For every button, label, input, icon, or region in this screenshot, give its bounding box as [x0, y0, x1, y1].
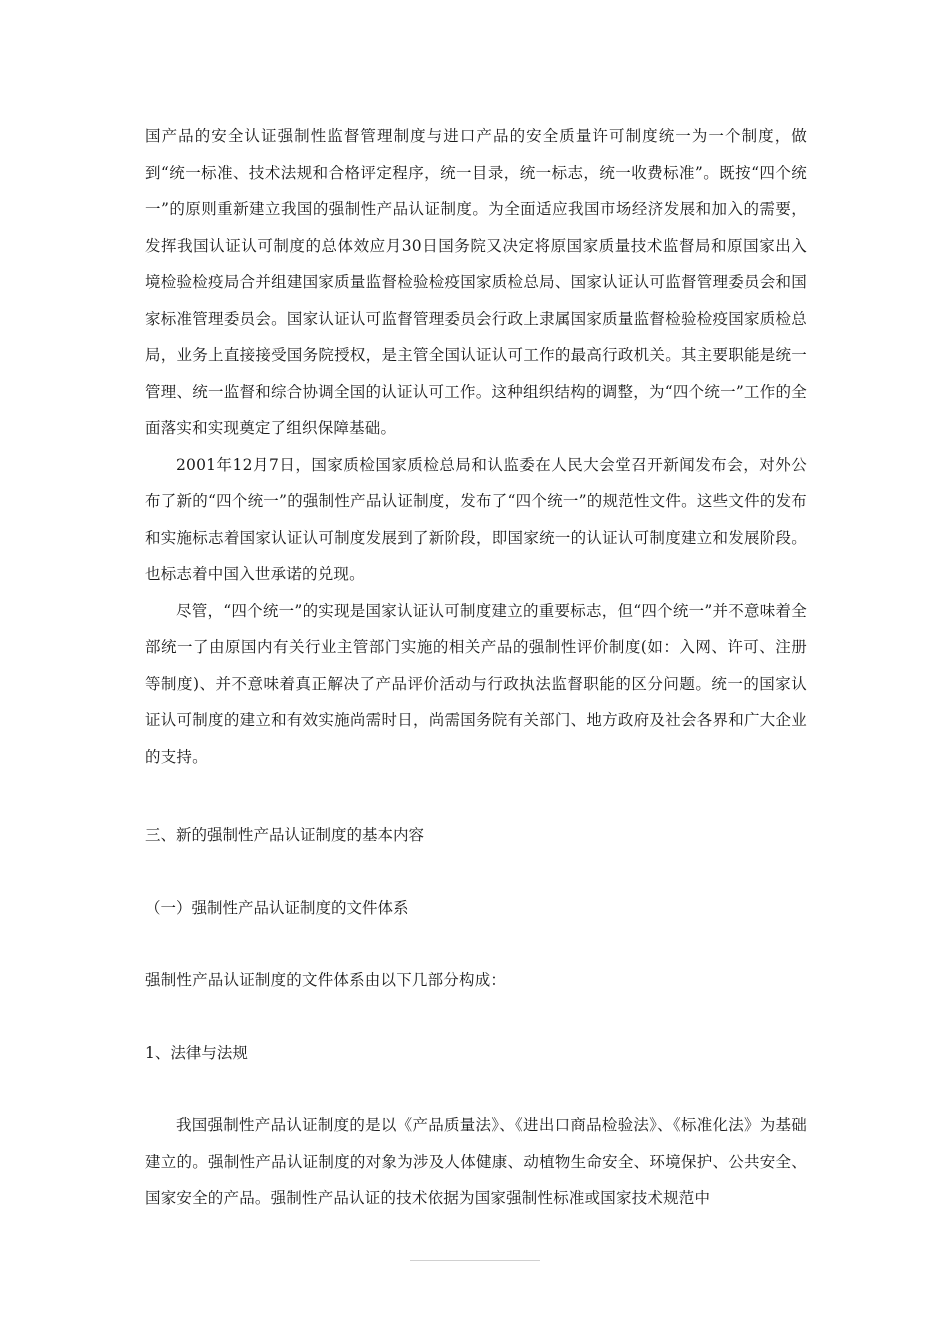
paragraph-continued-intro: 国产品的安全认证强制性监督管理制度与进口产品的安全质量许可制度统一为一个制度，做到“统一标准、技术法规和合格评定程序，统一目录，统一标志，统一收费标准”。既按“四个统一”的原则重新建立我国的强制性产品认证制度。为全面适应我国市场经济发展和加入的需要，发挥我国认证认可制度的总体效应月30日国务院又决定将原国家质量技术监督局和原国家出入境检验检疫局合并组建国家质量监督检验检疫国家质检总局、国家认证认可监督管理委员会和国家标准管理委员会。国家认证认可监督管理委员会行政上隶属国家质量监督检验检疫国家质检总局，业务上直接接受国务院授权，是主管全国认证认可工作的最高行政机关。其主要职能是统一管理、统一监督和综合协调全国的认证认可工作。这种组织结构的调整，为“四个统一”工作的全面落实和实现奠定了组织保障基础。	[145, 127, 807, 437]
spacer	[145, 854, 807, 890]
paragraph-document-system: 强制性产品认证制度的文件体系由以下几部分构成：	[145, 971, 507, 989]
paragraph-announcement: 2001年12月7日，国家质检国家质检总局和认监委在人民大会堂召开新闻发布会，对外公布了新的“四个统一”的强制性产品认证制度，发布了“四个统一”的规范性文件。这些文件的发布和实施标志着国家认证认可制度发展到了新阶段，即国家统一的认证认可制度建立和发展阶段。也标志着中国入世承诺的兑现。	[145, 455, 807, 583]
section-heading: 三、新的强制性产品认证制度的基本内容	[145, 826, 425, 844]
spacer	[145, 775, 807, 817]
footer-divider	[410, 1260, 540, 1261]
spacer	[145, 1071, 807, 1107]
spacer	[145, 999, 807, 1035]
spacer	[145, 926, 807, 962]
paragraph-laws: 我国强制性产品认证制度的是以《产品质量法》、《进出口商品检验法》、《标准化法》为基础建立的。强制性产品认证制度的对象为涉及人体健康、动植物生命安全、环境保护、公共安全、国家安全的产品。强制性产品认证的技术依据为国家强制性标准或国家技术规范中	[145, 1116, 807, 1207]
subsection-heading: （一）强制性产品认证制度的文件体系	[145, 898, 409, 917]
item-heading: 1、法律与法规	[145, 1043, 248, 1062]
paragraph-although: 尽管，“四个统一”的实现是国家认证认可制度建立的重要标志，但“四个统一”并不意味着全部统一了由原国内有关行业主管部门实施的相关产品的强制性评价制度(如：入网、许可、注册等制度)、并不意味着真正解决了产品评价活动与行政执法监督职能的区分问题。统一的国家认证认可制度的建立和有效实施尚需时日，尚需国务院有关部门、地方政府及社会各界和广大企业的支持。	[145, 601, 807, 766]
document-body	[145, 118, 807, 1217]
